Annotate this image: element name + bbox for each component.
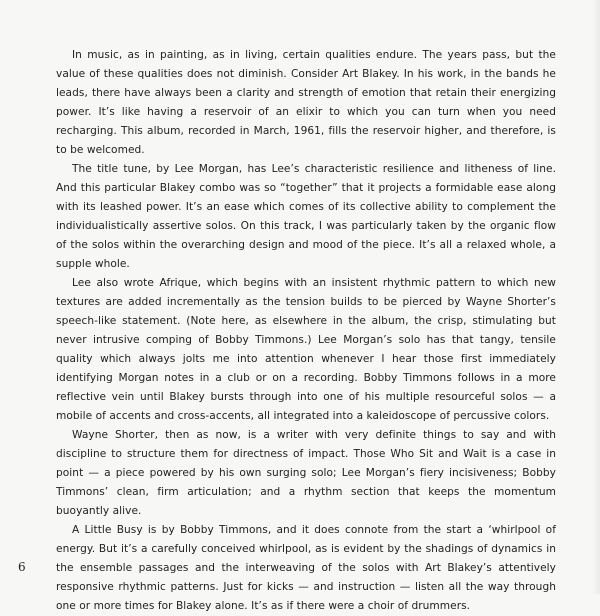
page-number: 6 (18, 560, 26, 574)
page-edge-shadow (592, 0, 600, 594)
liner-notes-text (56, 46, 556, 616)
paragraph-intro: In music, as in painting, as in living, certain qualities endure. The years pass, but the value of these qualities does not diminish. Consider Art Blakey. In his work, in the bands he leads, there have always been a clarity and strength of emotion that retain their energizing power. It’s like having a reservoir of an elixir to which you can turn when you need recharging. This album, recorded in March, 1961, fills the reservoir higher, and therefore, is to be welcomed. (56, 49, 556, 156)
paragraph-title-tune: The title tune, by Lee Morgan, has Lee’s characteristic resilience and litheness of line. And this particular Blakey combo was so “together” that it projects a formidable ease along with its leashed power. It’s an ease which comes of its collective ability to complement the individualistically assertive solos. On this track, I was particularly taken by the organic flow of the solos within the overarching design and mood of the piece. It’s all a relaxed whole, a supple whole. (56, 163, 556, 270)
paragraph-a-little-busy: A Little Busy is by Bobby Timmons, and it does connote from the start a ‘whirlpool of energy. But it’s a carefully conceived whirlpool, as is evident by the shadings of dynamics in the ensemble passages and the interweaving of the solos with Art Blakey’s attentively responsive rhythmic patterns. Just for kicks — and instruction — listen all the way through one or more times for Blakey alone. It’s as if there were a choir of drummers. (56, 524, 556, 612)
paragraph-afrique: Lee also wrote Afrique, which begins with an insistent rhythmic pattern to which new textures are added incrementally as the tension builds to be pierced by Wayne Shorter’s speech-like statement. (Note here, as elsewhere in the album, the crisp, stimulating but never intrusive comping of Bobby Timmons.) Lee Morgan’s solo has that tangy, tensile quality which always jolts me into attention whenever I hear those first immediately identifying Morgan notes in a club or on a recording. Bobby Timmons follows in a more reflective vein until Blakey bursts through into one of his multiple resourceful solos — a mobile of accents and cross-accents, all integrated into a kaleidoscope of percussive colors. (56, 277, 556, 422)
paragraph-those-who-sit-and-wait: Wayne Shorter, then as now, is a writer with very definite things to say and with discipline to structure them for directness of impact. Those Who Sit and Wait is a case in point — a piece powered by his own surging solo; Lee Morgan’s fiery incisiveness; Bobby Timmons’ clean, firm articulation; and a rhythm section that keeps the momentum buoyantly alive. (56, 429, 556, 517)
